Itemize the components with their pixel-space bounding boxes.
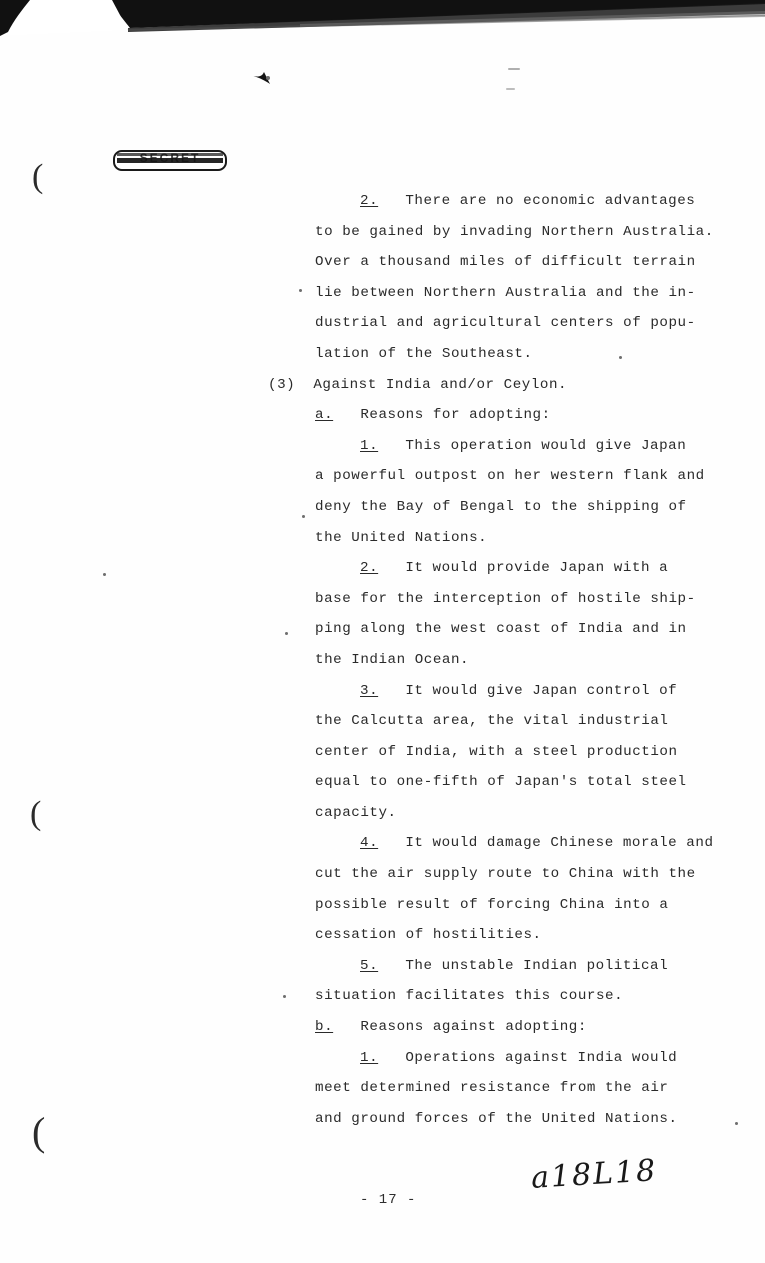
document-line [268,713,738,744]
document-line [268,407,738,438]
document-line [268,683,738,714]
line-text: base for the interception of hostile ship- [315,590,696,607]
document-line [268,560,738,591]
line-text: lie between Northern Australia and the in- [315,284,696,301]
classification-stamp [113,150,227,171]
line-marker: 2. [360,193,379,209]
line-text: the United Nations. [315,529,488,546]
document-line [268,805,738,836]
document-line [268,988,738,1019]
document-line [268,468,738,499]
margin-crescent-mark: ( [30,795,42,832]
line-text: ping along the west coast of India and in [315,621,687,638]
document-line [268,927,738,958]
margin-crescent-mark: ( [32,158,44,195]
document-line [268,285,738,316]
line-marker: 3. [360,682,379,699]
line-marker: a. [315,407,334,424]
document-line [268,835,738,866]
document-line [268,315,738,346]
line-text: The unstable Indian political [378,957,669,974]
line-text: to be gained by invading Northern Australia. [315,223,714,240]
scan-dust [103,573,106,576]
stamp-strikethrough [117,158,223,163]
line-text: the Calcutta area, the vital industrial [315,713,669,730]
line-text: situation facilitates this course. [315,988,624,1005]
document-line [268,254,738,285]
scan-edge-shape [0,0,765,46]
document-line [268,499,738,530]
line-text: There are no economic advantages [378,193,696,209]
document-line [268,1111,738,1142]
line-text: and ground forces of the United Nations. [315,1110,678,1127]
line-text: cessation of hostilities. [315,927,542,944]
document-line [268,774,738,805]
document-line [268,897,738,928]
document-line [268,621,738,652]
line-marker: 4. [360,835,379,852]
line-text: a powerful outpost on her western flank and [315,468,705,485]
document-line [268,958,738,989]
line-text: Over a thousand miles of difficult terrain [315,254,696,271]
line-text: center of India, with a steel production [315,743,678,760]
line-text: Operations against India would [378,1049,678,1066]
margin-crescent-mark: ( [32,1109,46,1154]
document-line [268,744,738,775]
line-text: It would provide Japan with a [378,560,669,577]
line-text: the Indian Ocean. [315,651,470,668]
line-text: capacity. [315,804,397,821]
line-marker: 5. [360,957,379,974]
line-text: equal to one-fifth of Japan's total steel [315,774,687,791]
document-line [268,346,738,377]
document-line [268,438,738,469]
document-line [268,591,738,622]
tick-mark-icon [250,70,276,92]
document-line [268,1050,738,1081]
line-text: Reasons against adopting: [333,1019,587,1036]
line-marker: 1. [360,437,379,454]
line-text: This operation would give Japan [378,437,687,454]
document-line [268,193,738,224]
line-marker: b. [315,1019,334,1036]
document-line [268,1080,738,1111]
line-text: meet determined resistance from the air [315,1080,669,1097]
line-text: deny the Bay of Bengal to the shipping of [315,498,687,515]
document-body [268,193,738,1141]
scan-dust [506,88,515,90]
document-line [268,224,738,255]
line-text: It would damage Chinese morale and [378,835,714,852]
document-line [268,530,738,561]
line-text: It would give Japan control of [378,682,678,699]
line-marker: 1. [360,1049,379,1066]
line-text: Reasons for adopting: [333,407,551,424]
line-text: lation of the Southeast. [315,345,533,362]
line-text: (3) Against India and/or Ceylon. [268,376,568,393]
line-text: cut the air supply route to China with the [315,866,696,883]
line-text: possible result of forcing China into a [315,896,669,913]
handwritten-annotation: a18L18 [530,1153,659,1196]
document-line [268,652,738,683]
document-line [268,377,738,408]
scan-edge-artifact [0,0,765,46]
document-line [268,1019,738,1050]
line-marker: 2. [360,560,379,577]
page-number: - 17 - [360,1192,417,1208]
line-text: dustrial and agricultural centers of popu- [315,315,696,332]
document-line [268,866,738,897]
scan-dust [508,68,520,70]
stamp-strikethrough-upper [117,153,223,156]
